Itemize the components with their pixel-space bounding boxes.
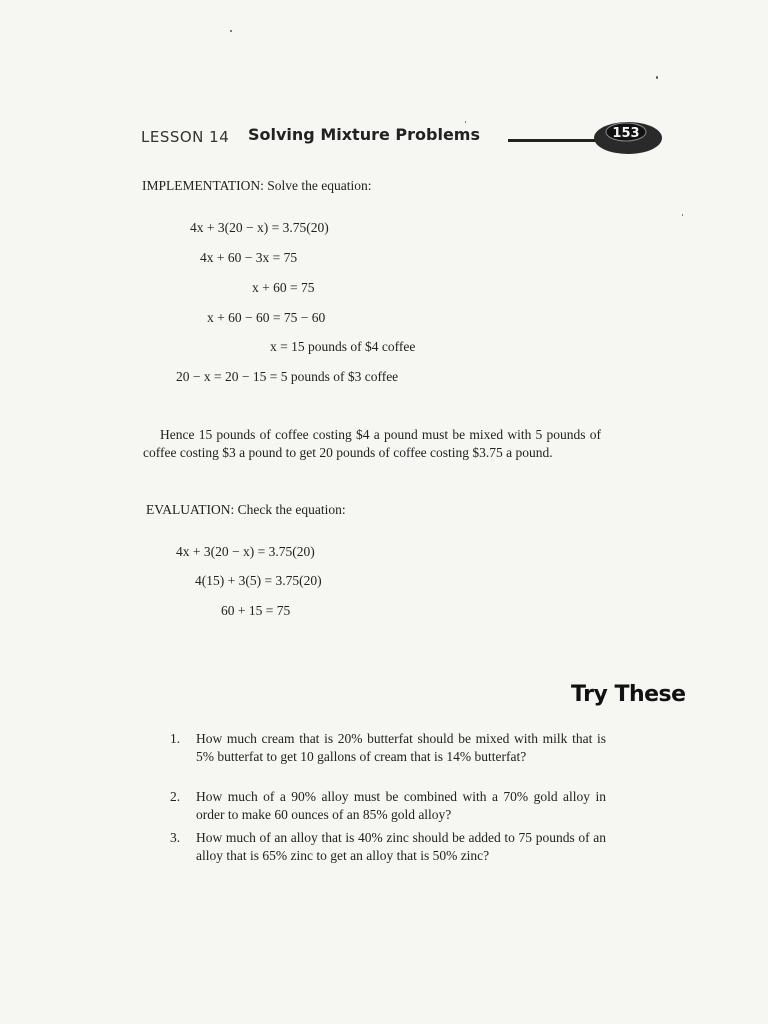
conclusion-paragraph: Hence 15 pounds of coffee costing $4 a pound must be mixed with 5 pounds of coffee costing $3 a pound to get 20 pounds of coffee costing $3.75 a pound. bbox=[143, 427, 601, 460]
equation-2: 4x + 60 − 3x = 75 bbox=[200, 250, 298, 265]
scan-speck bbox=[656, 76, 658, 79]
problem-text: How much of an alloy that is 40% zinc should be added to 75 pounds of an alloy that is 65% zinc to get an alloy that is 50% zinc? bbox=[196, 830, 606, 863]
evaluation-text: Check the equation: bbox=[237, 502, 346, 517]
equation-6: 20 − x = 20 − 15 = 5 pounds of $3 coffee bbox=[176, 369, 399, 384]
lesson-title: Solving Mixture Problems bbox=[248, 125, 480, 144]
scan-speck bbox=[230, 30, 232, 32]
equation-4: x + 60 − 60 = 75 − 60 bbox=[207, 310, 326, 325]
page-number-badge bbox=[590, 118, 665, 156]
problem-number: 3. bbox=[170, 830, 181, 845]
equation-5: x = 15 pounds of $4 coffee bbox=[270, 339, 416, 354]
scan-speck bbox=[465, 121, 466, 123]
scan-speck bbox=[682, 214, 683, 216]
equation-1: 4x + 3(20 − x) = 3.75(20) bbox=[190, 220, 329, 235]
problem-text: How much of a 90% alloy must be combined with a 70% gold alloy in order to make 60 ounces of an 85% gold alloy? bbox=[196, 789, 606, 822]
problem-number: 2. bbox=[170, 789, 181, 804]
evaluation-line bbox=[146, 502, 346, 518]
check-equation-3: 60 + 15 = 75 bbox=[221, 603, 291, 618]
problem-text: How much cream that is 20% butterfat should be mixed with milk that is 5% butterfat to get 10 gallons of cream that is 14% butterfat? bbox=[196, 731, 606, 764]
problem-number: 1. bbox=[170, 731, 181, 746]
try-these-title: Try These bbox=[571, 682, 686, 707]
evaluation-heading: EVALUATION: bbox=[146, 502, 235, 517]
check-equation-2: 4(15) + 3(5) = 3.75(20) bbox=[195, 573, 322, 588]
check-equation-1: 4x + 3(20 − x) = 3.75(20) bbox=[176, 544, 315, 559]
implementation-line bbox=[142, 178, 372, 194]
equation-3: x + 60 = 75 bbox=[252, 280, 315, 295]
lesson-label: LESSON 14 bbox=[141, 128, 230, 146]
implementation-heading: IMPLEMENTATION: bbox=[142, 178, 264, 193]
page-number: 153 bbox=[612, 126, 640, 141]
implementation-text: Solve the equation: bbox=[267, 178, 372, 193]
